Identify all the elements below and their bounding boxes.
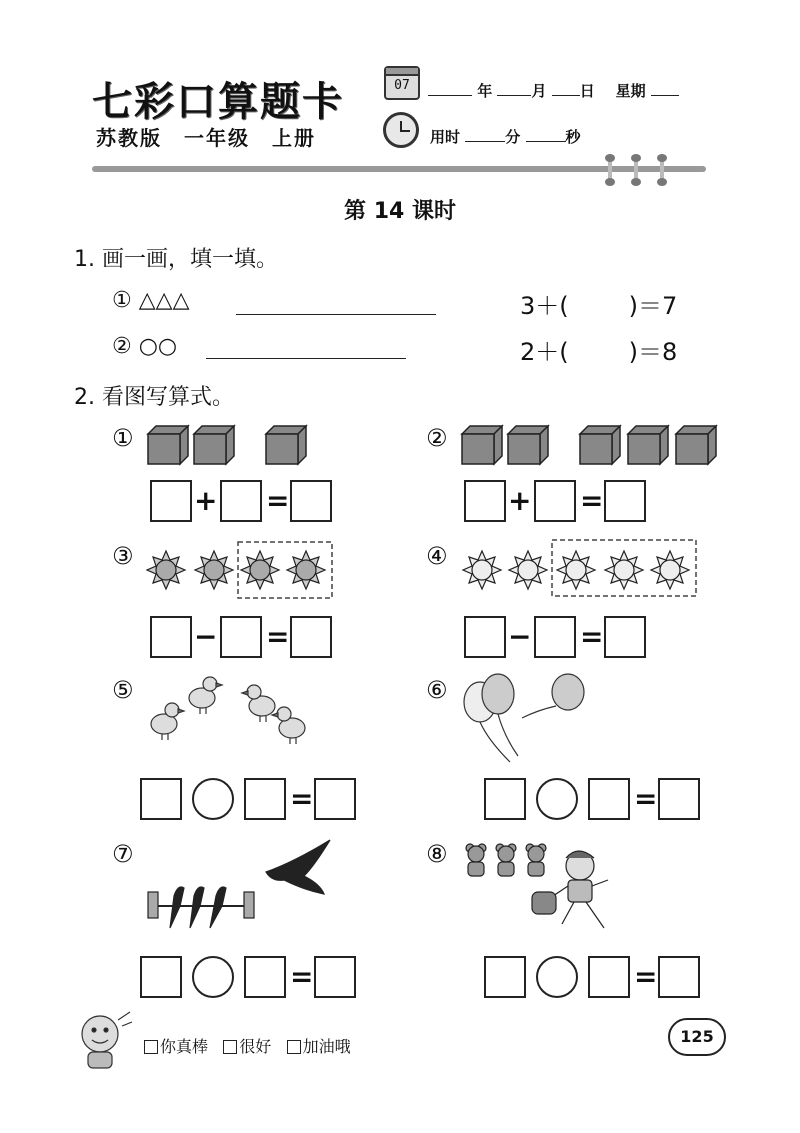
swallow-icon (266, 840, 330, 894)
answer-box[interactable] (290, 616, 332, 658)
suns-picture (460, 538, 702, 600)
operator-circle[interactable] (192, 956, 234, 998)
equation-left: 2＋( (520, 338, 569, 366)
answer-box[interactable] (604, 616, 646, 658)
q1-equation-2 (520, 332, 677, 367)
sun-icon (241, 551, 279, 589)
clock-icon (383, 112, 419, 148)
q2-marker-2: ② (426, 424, 448, 452)
q2-title: 2. 看图写算式。 (74, 385, 234, 410)
q2-marker-4: ④ (426, 542, 448, 570)
rating-label: 你真棒 (160, 1037, 209, 1056)
answer-box[interactable] (588, 956, 630, 998)
triangles: △△△ (138, 288, 190, 313)
q1-marker-2: ② (112, 334, 132, 359)
year-label: 年 (477, 82, 493, 100)
bears-and-boy-picture (458, 836, 618, 940)
equals-sign: = (634, 960, 658, 993)
rating-label: 加油哦 (302, 1037, 351, 1056)
chick-icon (189, 677, 222, 714)
answer-line[interactable] (236, 314, 436, 315)
rating-checkbox[interactable] (144, 1040, 158, 1054)
answer-box[interactable] (290, 480, 332, 522)
pin-icon (660, 158, 664, 182)
sun-icon (557, 551, 595, 589)
month-label: 月 (531, 82, 547, 100)
q2-marker-6: ⑥ (426, 676, 448, 704)
cube-icon (628, 426, 668, 464)
q1-equation-1 (520, 286, 677, 321)
answer-box[interactable] (244, 778, 286, 820)
answer-box[interactable] (484, 778, 526, 820)
page-number: 125 (668, 1018, 726, 1056)
header-rule (92, 166, 706, 172)
brand-title: 七彩口算题卡 (92, 79, 344, 125)
balloons-picture (458, 670, 588, 766)
cubes-picture (460, 424, 724, 466)
answer-box[interactable] (604, 480, 646, 522)
answer-box[interactable] (314, 956, 356, 998)
answer-box[interactable] (220, 616, 262, 658)
cube-icon (580, 426, 620, 464)
answer-box[interactable] (658, 778, 700, 820)
teddy-bear-icon (466, 844, 486, 876)
minute-label: 分 (505, 128, 521, 146)
q1-title: 1. 画一画，填一填。 (74, 247, 278, 272)
q2-marker-1: ① (112, 424, 134, 452)
equals-sign: = (290, 782, 314, 815)
circles: ○○ (138, 334, 178, 359)
mascot-icon (70, 1008, 136, 1072)
answer-box[interactable] (534, 616, 576, 658)
equation-right: )＝7 (628, 292, 678, 320)
sun-icon (463, 551, 501, 589)
cube-icon (148, 426, 188, 464)
equals-sign: = (290, 960, 314, 993)
q1-row-1 (112, 288, 190, 313)
sun-icon (195, 551, 233, 589)
plus-sign: + (194, 484, 218, 517)
pin-icon (634, 158, 638, 182)
sun-icon (287, 551, 325, 589)
operator-circle[interactable] (192, 778, 234, 820)
answer-box[interactable] (140, 956, 182, 998)
pin-icon (608, 158, 612, 182)
weekday-label: 星期 (615, 82, 646, 100)
cube-icon (676, 426, 716, 464)
swallow-icon (210, 887, 226, 928)
answer-box[interactable] (658, 956, 700, 998)
minus-sign: − (194, 620, 218, 653)
balloon-icon (482, 674, 514, 714)
equals-sign: = (266, 484, 290, 517)
q2-marker-3: ③ (112, 542, 134, 570)
cube-icon (194, 426, 234, 464)
second-label: 秒 (565, 128, 581, 146)
edition-label: 苏教版 一年级 上册 (96, 126, 316, 150)
equals-sign: = (634, 782, 658, 815)
swallow-icon (170, 887, 184, 928)
self-rating (144, 1034, 351, 1057)
operator-circle[interactable] (536, 778, 578, 820)
cube-icon (266, 426, 306, 464)
rating-label: 很好 (239, 1037, 272, 1056)
equals-sign: = (580, 620, 604, 653)
cubes-picture (146, 424, 316, 466)
q1-row-2 (112, 334, 177, 359)
calendar-number: 07 (394, 78, 410, 93)
chick-icon (242, 685, 275, 722)
chick-icon (151, 703, 184, 740)
answer-box[interactable] (244, 956, 286, 998)
q2-marker-8: ⑧ (426, 840, 448, 868)
swallow-icon (190, 887, 204, 928)
q1-marker-1: ① (112, 288, 132, 313)
date-fill-line (428, 80, 679, 101)
day-label: 日 (579, 82, 595, 100)
answer-box[interactable] (464, 480, 506, 522)
running-boy-icon (532, 851, 608, 928)
plus-sign: + (508, 484, 532, 517)
chick-icon (272, 707, 305, 744)
time-used-label: 用时 (430, 128, 461, 146)
sun-icon (147, 551, 185, 589)
lesson-title: 第 14 课时 (344, 199, 456, 224)
answer-box[interactable] (464, 616, 506, 658)
teddy-bear-icon (496, 844, 516, 876)
answer-line[interactable] (206, 358, 406, 359)
operator-circle[interactable] (536, 956, 578, 998)
answer-box[interactable] (484, 956, 526, 998)
teddy-bear-icon (526, 844, 546, 876)
answer-box[interactable] (140, 778, 182, 820)
cube-icon (508, 426, 548, 464)
equation-right: )＝8 (628, 338, 678, 366)
minus-sign: − (508, 620, 532, 653)
answer-box[interactable] (588, 778, 630, 820)
teddy-bear-icon (532, 892, 556, 914)
calendar-icon (384, 66, 420, 100)
time-fill-line (430, 126, 581, 147)
suns-picture (146, 540, 336, 600)
answer-box[interactable] (220, 480, 262, 522)
equation-left: 3＋( (520, 292, 569, 320)
balloon-icon (552, 674, 584, 710)
swallows-picture (144, 836, 340, 936)
sun-icon (651, 551, 689, 589)
equals-sign: = (266, 620, 290, 653)
sun-icon (509, 551, 547, 589)
sun-icon (605, 551, 643, 589)
cube-icon (462, 426, 502, 464)
q2-marker-7: ⑦ (112, 840, 134, 868)
equals-sign: = (580, 484, 604, 517)
answer-box[interactable] (534, 480, 576, 522)
rating-checkbox[interactable] (223, 1040, 237, 1054)
answer-box[interactable] (150, 616, 192, 658)
rating-checkbox[interactable] (287, 1040, 301, 1054)
q2-marker-5: ⑤ (112, 676, 134, 704)
answer-box[interactable] (314, 778, 356, 820)
chicks-picture (144, 670, 314, 750)
answer-box[interactable] (150, 480, 192, 522)
